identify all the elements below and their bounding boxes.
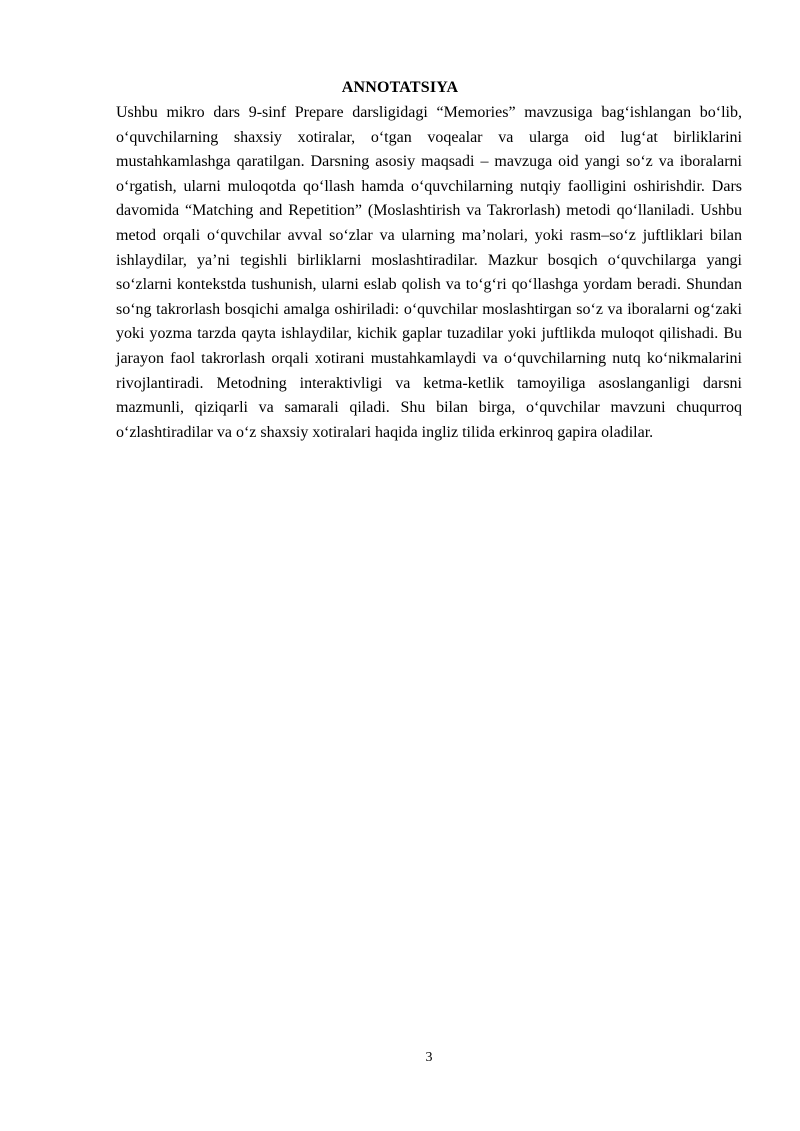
document-title: ANNOTATSIYA <box>341 79 459 96</box>
annotation-paragraph: Ushbu mikro dars 9-sinf Prepare darsligidagi “Memories” mavzusiga bagʻishlangan boʻlib, oʻquvchilarning shaxsiy xotiralar, oʻtgan voqealar va ularga oid lugʻat birliklarini mustahkamlashga qaratilgan. Darsning asosiy maqsadi – mavzuga oid yangi soʻz va iboralarni oʻrgatish, ularni muloqotda qoʻllash hamda oʻquvchilarning nutqiy faolligini oshirishdir. Dars davomida “Matching and Repetition” (Moslashtirish va Takrorlash) metodi qoʻllaniladi. Ushbu metod orqali oʻquvchilar avval soʻzlar va ularning ma’nolari, yoki rasm–soʻz juftliklari bilan ishlaydilar, ya’ni tegishli birliklarni moslashtiradilar. Mazkur bosqich oʻquvchilarga yangi soʻzlarni kontekstda tushunish, ularni eslab qolish va toʻgʻri qoʻllashga yordam beradi. Shundan soʻng takrorlash bosqichi amalga oshiriladi: oʻquvchilar moslashtirgan soʻz va iboralarni ogʻzaki yoki yozma tarzda qayta ishlaydilar, kichik gaplar tuzadilar yoki juftlikda muloqot qilishadi. Bu jarayon faol takrorlash orqali xotirani mustahkamlaydi va oʻquvchilarning nutq koʻnikmalarini rivojlantiradi. Metodning interaktivligi va ketma-ketlik tamoyiliga asoslanganligi darsni mazmunli, qiziqarli va samarali qiladi. Shu bilan birga, oʻquvchilar mavzuni chuqurroq oʻzlashtiradilar va oʻz shaxsiy xotiralari haqida ingliz tilida erkinroq gapira oladilar. <box>116 104 742 441</box>
page-number: 3 <box>425 1050 433 1065</box>
